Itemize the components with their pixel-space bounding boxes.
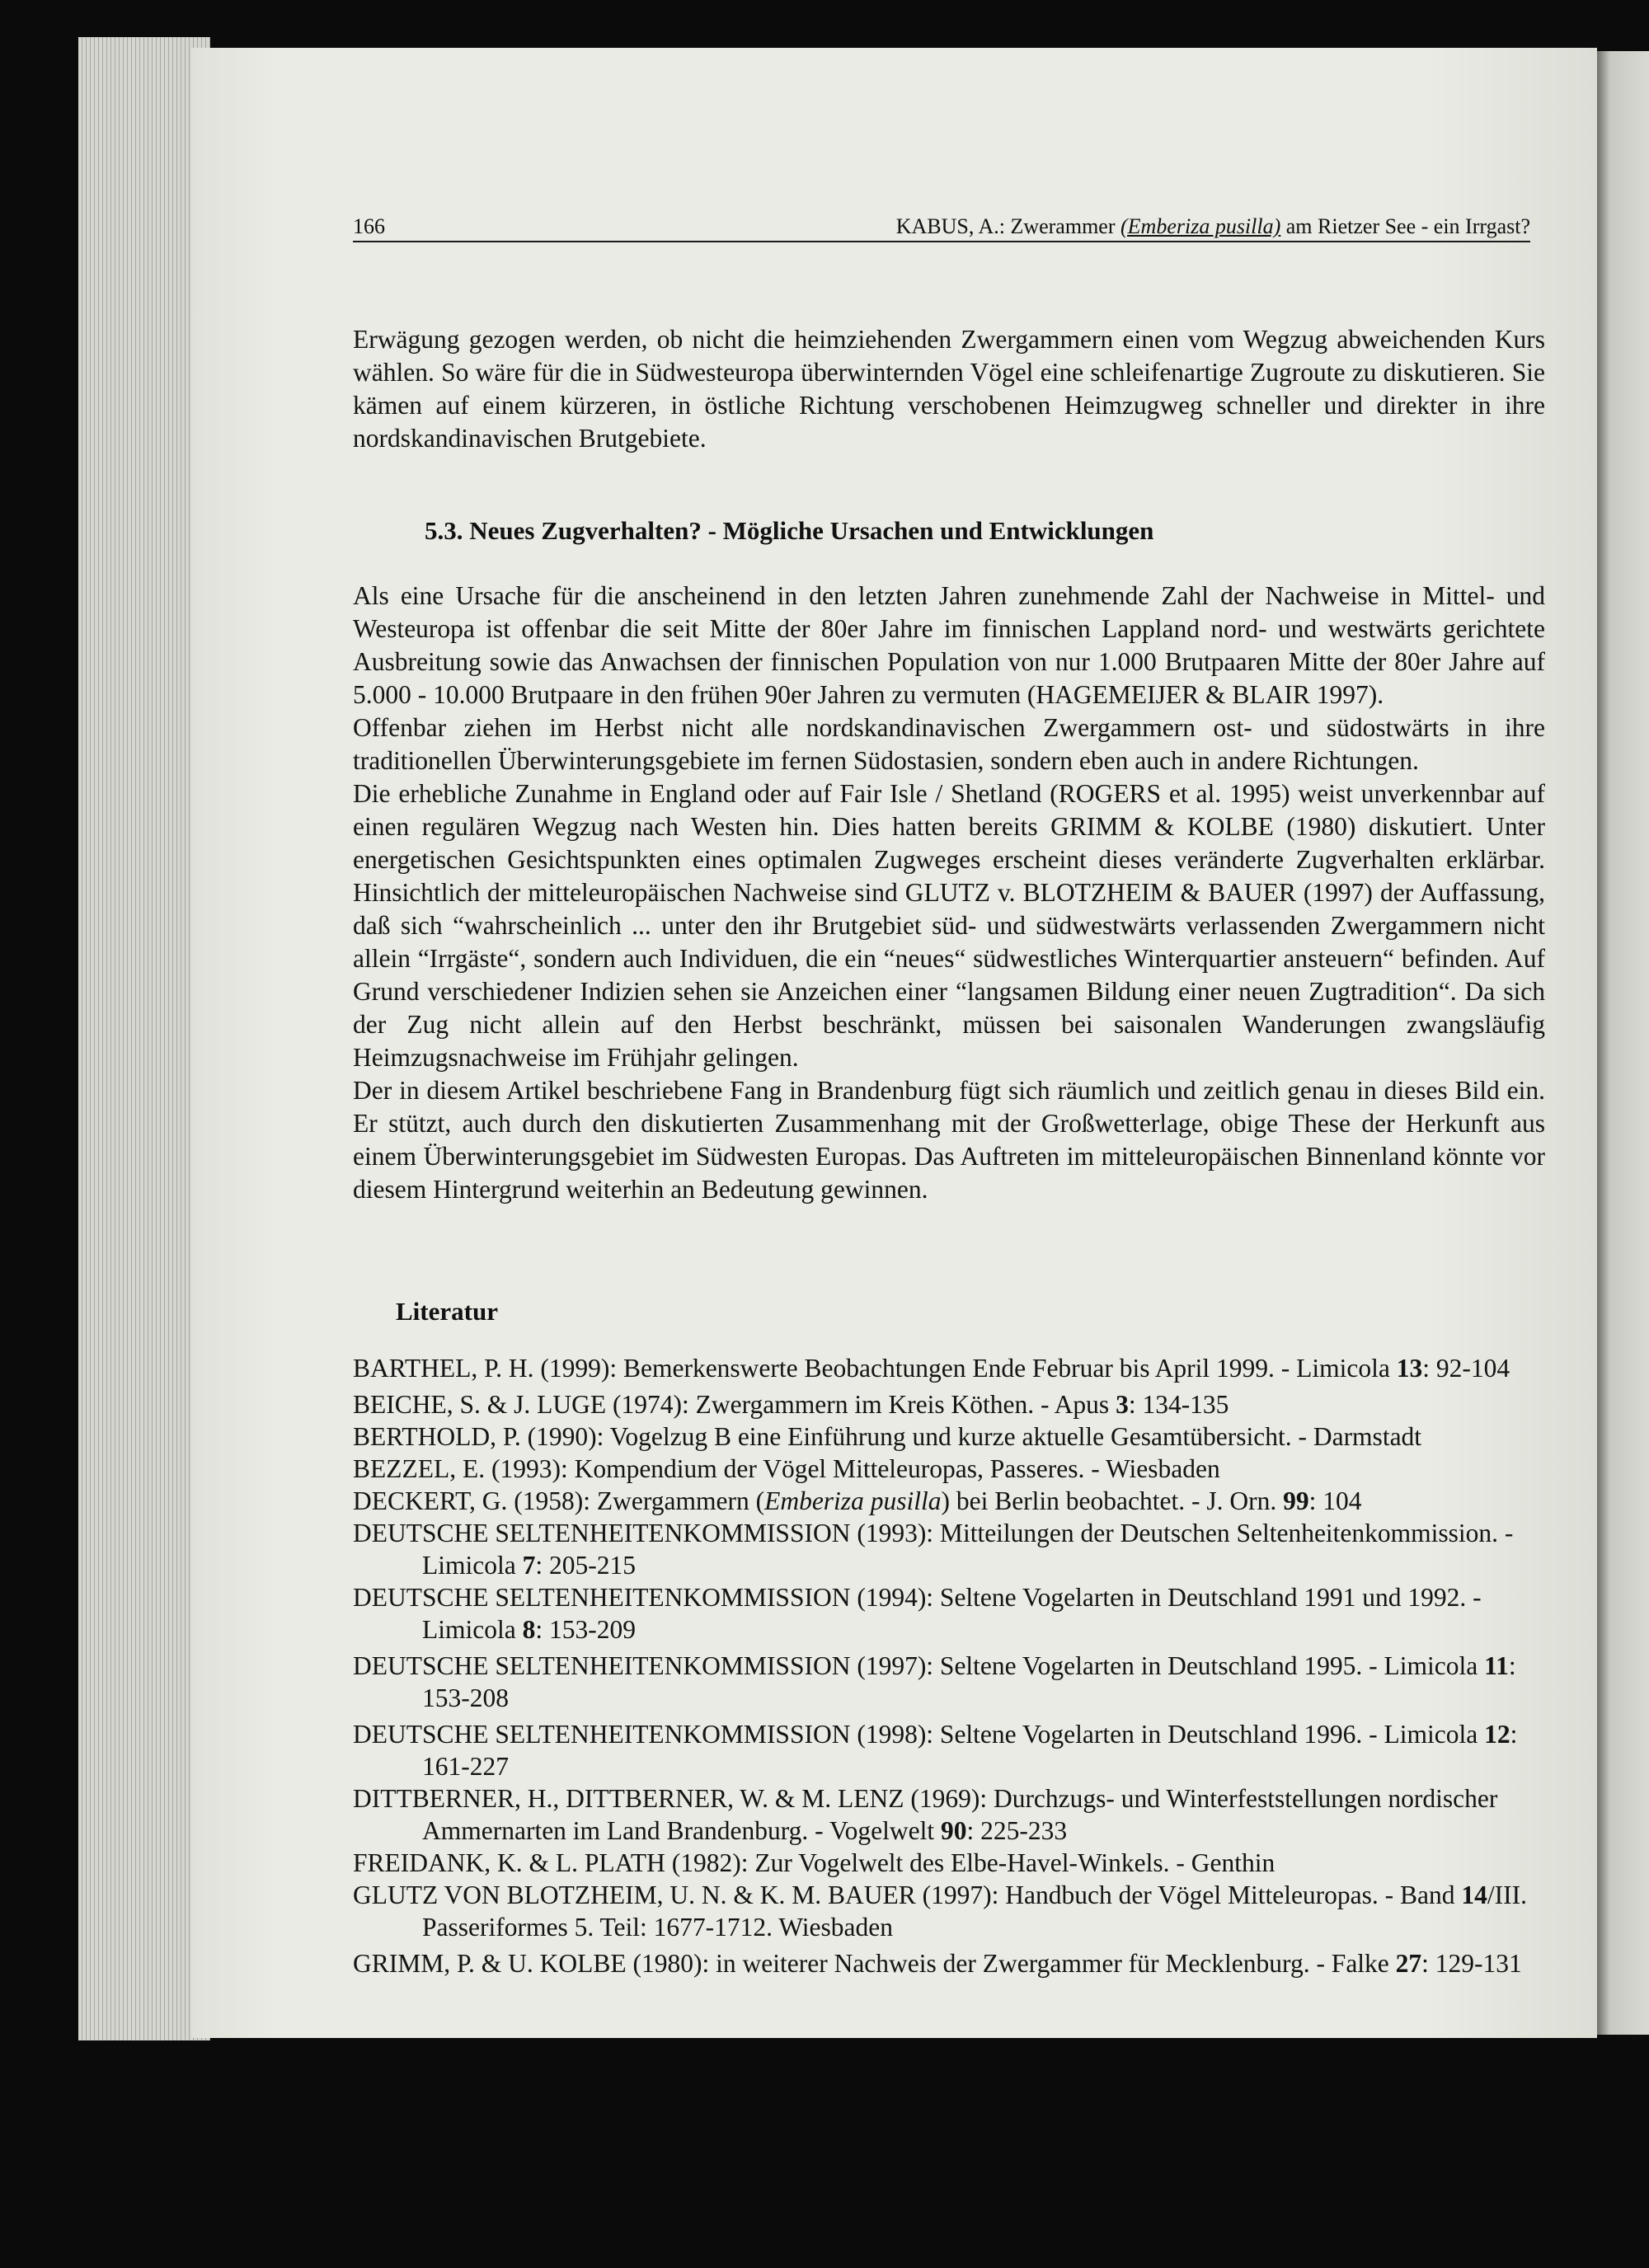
reference-item (353, 1388, 1545, 1420)
reference-text: BEZZEL, E. (1993): Kompendium der Vögel Mitteleuropas, Passeres. - Wiesbaden (353, 1454, 1220, 1483)
running-title-author: KABUS, A.: Zwerammer (895, 214, 1120, 238)
paragraph-text: Der in diesem Artikel beschriebene Fang in Brandenburg fügt sich räumlich und zeitlich genau in dieses Bild ein. Er stützt, auch durch den diskutierten Zusammenhang mit der Großwetterlage, obige These der Herkunft aus einem Überwinterungsgebiet im Südwesten Europas. Das Auftreten im mitteleuropäischen Binnenland könnte vor diesem Hintergrund weiterhin an Bedeutung gewinnen. (353, 1076, 1545, 1204)
paragraph-text: Die erhebliche Zunahme in England oder auf Fair Isle / Shetland (ROGERS et al. 1995) weist unverkennbar auf einen regulären Wegzug nach Westen hin. Dies hatten bereits GRIMM & KOLBE (1980) diskutiert. Unter energetischen Gesichtspunkten eines optimalen Zugweges erscheint dieses veränderte Zugverhalten erklärbar. Hinsichtlich der mitteleuropäischen Nachweise sind GLUTZ v. BLOTZHEIM & BAUER (1997) der Auffassung, daß sich “wahrscheinlich ... unter den ihr Brutgebiet süd- und südwestwärts verlassenden Zwergammern nicht allein “Irrgäste“, sondern auch Individuen, die ein “neues“ südwestliches Winterquartier ansteuern“ befinden. Auf Grund verschiedener Indizien sehen sie Anzeichen einer “langsamen Bildung einer neuen Zugtradition“. Da sich der Zug nicht allein auf den Herbst beschränkt, müssen bei saisonalen Wanderungen zwangsläufig Heimzugsnachweise im Frühjahr gelingen. (353, 779, 1545, 1072)
paragraph-text: Offenbar ziehen im Herbst nicht alle nordskandinavischen Zwergammern ost- und südostwärts in ihre traditionellen Überwinterungsgebiete im fernen Südostasien, sondern eben auch in andere Richtungen. (353, 713, 1545, 775)
running-header (353, 206, 1530, 242)
section-heading: 5.3. Neues Zugverhalten? - Mögliche Ursachen und Entwicklungen (425, 516, 1154, 545)
reference-text: DEUTSCHE SELTENHEITENKOMMISSION (1997): Seltene Vogelarten in Deutschland 1995. - Limicola (353, 1651, 1485, 1680)
body-paragraph-1 (353, 323, 1545, 455)
facing-page-edge (1597, 51, 1649, 2035)
reference-pages: : 104 (1308, 1486, 1362, 1515)
reference-pages: : 161-227 (422, 1720, 1518, 1781)
book-page-edges (78, 37, 210, 2040)
reference-volume: 11 (1484, 1651, 1509, 1680)
reference-volume: 13 (1396, 1354, 1423, 1383)
reference-volume: 14 (1461, 1881, 1487, 1909)
paragraph-text: Als eine Ursache für die anscheinend in den letzten Jahren zunehmende Zahl der Nachweise in Mittel- und Westeuropa ist offenbar die seit Mitte der 80er Jahre im finnischen Lappland nord- und westwärts gerichtete Ausbreitung sowie das Anwachsen der finnischen Population von nur 1.000 Brutpaaren Mitte der 80er Jahre auf 5.000 - 10.000 Brutpaare in den frühen 90er Jahren zu vermuten (HAGEMEIJER & BLAIR 1997). (353, 581, 1545, 709)
reference-list (353, 1352, 1545, 1979)
reference-pages: : 225-233 (966, 1816, 1068, 1845)
reference-volume: 8 (522, 1615, 536, 1644)
reference-pages: : 92-104 (1422, 1354, 1510, 1383)
reference-item (353, 1517, 1545, 1581)
reference-volume: 3 (1116, 1390, 1129, 1419)
reference-text: ) bei Berlin beobachtet. - J. Orn. (941, 1486, 1284, 1515)
reference-volume: 90 (941, 1816, 967, 1845)
reference-pages: /III. Passeriformes 5. Teil: 1677-1712. Wiesbaden (422, 1881, 1528, 1942)
reference-text: DITTBERNER, H., DITTBERNER, W. & M. LENZ (1969): Durchzugs- und Winterfeststellungen nordischer Ammernarten im Land Brandenburg. - Vogelwelt (353, 1784, 1498, 1845)
reference-pages: : 129-131 (1421, 1949, 1522, 1978)
reference-pages: : 153-209 (535, 1615, 636, 1644)
reference-pages: : 134-135 (1128, 1390, 1229, 1419)
reference-volume: 27 (1395, 1949, 1422, 1978)
literature-heading: Literatur (396, 1297, 498, 1326)
reference-pages: : 153-208 (422, 1651, 1516, 1712)
reference-text: DEUTSCHE SELTENHEITENKOMMISSION (1993): Mitteilungen der Deutschen Seltenheitenkommission. - Limicola (353, 1519, 1514, 1580)
reference-item (353, 1947, 1545, 1979)
reference-volume: 12 (1484, 1720, 1510, 1749)
reference-species: Emberiza pusilla (764, 1486, 942, 1515)
running-title-species: (Emberiza pusilla) (1120, 214, 1281, 238)
reference-volume: 7 (522, 1551, 536, 1580)
paragraph-text: Erwägung gezogen werden, ob nicht die heimziehenden Zwergammern einen vom Wegzug abweichenden Kurs wählen. So wäre für die in Südwesteuropa überwinternden Vögel eine schleifenartige Zugroute zu diskutieren. Sie kämen auf einem kürzeren, in östliche Richtung verschobenen Heimzugweg schneller und direkter in ihre nordskandinavischen Brutgebiete. (353, 325, 1545, 453)
body-section-5-3 (353, 580, 1545, 1206)
reference-text: GLUTZ VON BLOTZHEIM, U. N. & K. M. BAUER (1997): Handbuch der Vögel Mitteleuropas. - Band (353, 1881, 1462, 1909)
reference-item (353, 1581, 1545, 1646)
reference-item (353, 1847, 1545, 1879)
reference-item (353, 1453, 1545, 1485)
reference-text: DEUTSCHE SELTENHEITENKOMMISSION (1994): Seltene Vogelarten in Deutschland 1991 und 1992. - Limicola (353, 1583, 1482, 1644)
reference-item (353, 1782, 1545, 1847)
reference-item (353, 1879, 1545, 1943)
reference-item (353, 1352, 1545, 1384)
running-title-rest: am Rietzer See - ein Irrgast? (1280, 214, 1530, 238)
reference-text: DECKERT, G. (1958): Zwergammern ( (353, 1486, 765, 1515)
reference-item (353, 1485, 1545, 1517)
reference-item (353, 1650, 1545, 1714)
reference-item (353, 1718, 1545, 1782)
running-title (896, 214, 1530, 239)
reference-item (353, 1420, 1545, 1453)
reference-volume: 99 (1283, 1486, 1309, 1515)
reference-text: GRIMM, P. & U. KOLBE (1980): in weiterer Nachweis der Zwergammer für Mecklenburg. - Falke (353, 1949, 1396, 1978)
reference-text: DEUTSCHE SELTENHEITENKOMMISSION (1998): Seltene Vogelarten in Deutschland 1996. - Limicola (353, 1720, 1485, 1749)
reference-text: FREIDANK, K. & L. PLATH (1982): Zur Vogelwelt des Elbe-Havel-Winkels. - Genthin (353, 1848, 1276, 1877)
reference-text: BEICHE, S. & J. LUGE (1974): Zwergammern im Kreis Köthen. - Apus (353, 1390, 1116, 1419)
reference-text: BARTHEL, P. H. (1999): Bemerkenswerte Beobachtungen Ende Februar bis April 1999. - Limicola (353, 1354, 1397, 1383)
reference-text: BERTHOLD, P. (1990): Vogelzug B eine Einführung und kurze aktuelle Gesamtübersicht. - Darmstadt (353, 1422, 1422, 1451)
reference-pages: : 205-215 (535, 1551, 636, 1580)
page-number: 166 (353, 214, 385, 238)
